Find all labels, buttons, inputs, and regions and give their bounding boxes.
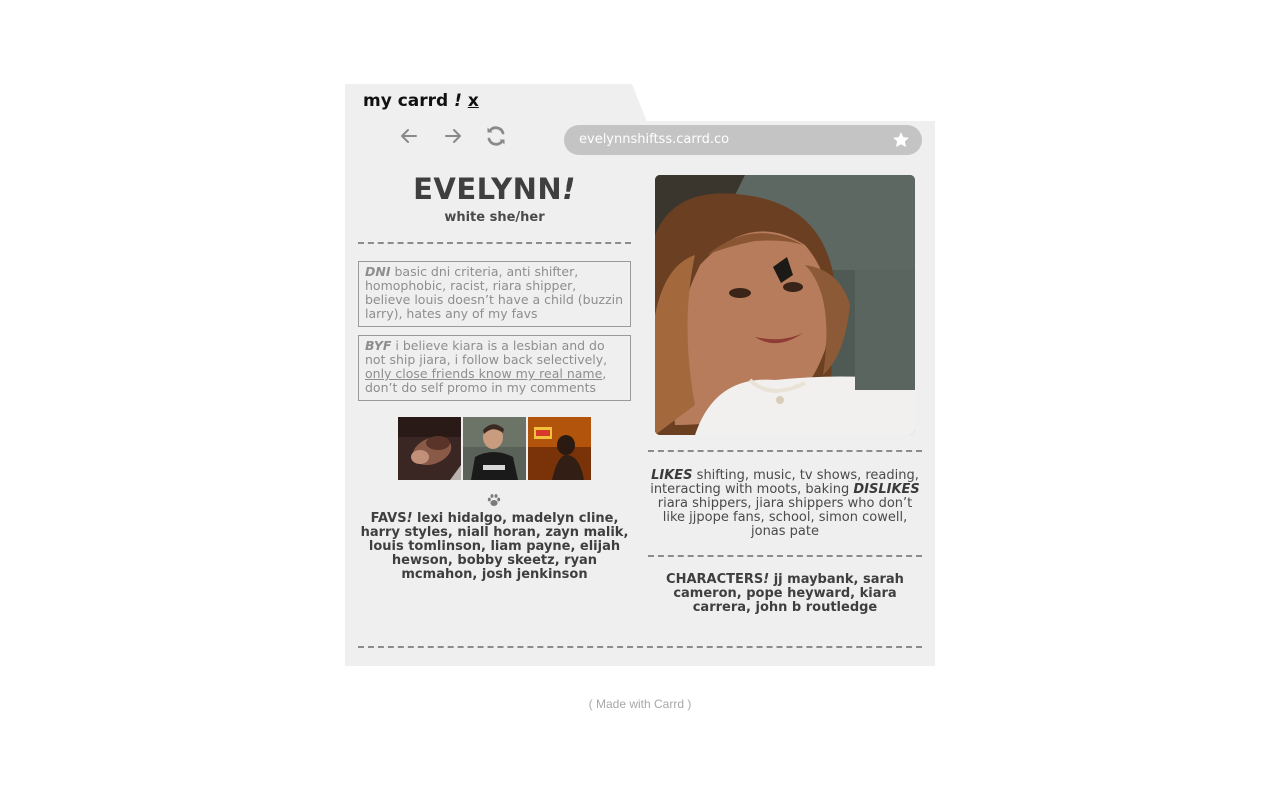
profile-subtitle: white she/her [444,210,545,225]
likes-label: LIKES [651,468,693,483]
byf-text-after: , don’t do self promo in my comments [365,366,607,395]
favs-label: FAVS [370,511,407,526]
dislikes-label: DISLIKES [853,482,920,497]
address-url: evelynnshiftss.carrd.co [579,132,730,147]
tab-close-button[interactable]: x [467,91,479,111]
characters-text: jj maybank, sarah cameron, pope heyward, kiara carrera, john b routledge [673,572,904,615]
profile-name [358,172,631,206]
divider [358,242,631,244]
tab-title-text: my carrd [363,91,449,111]
tab-title-bang: ! [454,91,462,111]
refresh-icon[interactable] [484,124,508,148]
dni-label: DNI [365,264,391,279]
address-bar[interactable] [564,125,922,155]
divider [358,646,922,648]
characters-section [645,573,925,615]
byf-text: i believe kiara is a lesbian and do not ship jiara, i follow back selectively, [365,338,608,367]
favs-section [358,512,631,582]
made-with-carrd-link[interactable]: ( Made with Carrd ) [588,697,692,711]
characters-label: CHARACTERS [666,572,764,587]
tab-title [363,91,479,111]
byf-label: BYF [365,338,392,353]
profile-name-bang: ! [562,172,576,206]
characters-bang: ! [763,572,770,587]
divider [648,555,922,557]
arrow-left-icon[interactable] [397,124,421,148]
profile-photo [655,175,915,435]
favs-bang: ! [406,511,413,526]
thumbnail-photo-3 [528,417,591,480]
profile-name-text: EVELYNN [413,172,563,206]
favs-text: lexi hidalgo, madelyn cline, harry styles, niall horan, zayn malik, louis tomlinson, liam payne, elijah hewson, bobby skeetz, ryan mcmahon, josh jenkinson [360,511,629,582]
paw-icon [486,492,502,508]
likes-text: shifting, music, tv shows, reading, interacting with moots, baking [650,468,919,497]
thumbnail-photo-1 [398,417,461,480]
likes-dislikes-section [645,469,925,539]
thumbnail-photo-2 [463,417,526,480]
byf-box [358,335,631,401]
star-icon[interactable] [891,130,911,150]
dni-text: basic dni criteria, anti shifter, homophobic, racist, riara shipper, believe louis doesn’t have a child (buzzin larry), hates any of my favs [365,264,624,321]
dni-box [358,261,631,327]
divider [648,450,922,452]
dislikes-text: riara shippers, jiara shippers who don’t like jjpope fans, school, simon cowell, jonas pate [657,496,913,539]
arrow-right-icon[interactable] [441,124,465,148]
byf-underlined-text: only close friends know my real name [365,366,603,381]
